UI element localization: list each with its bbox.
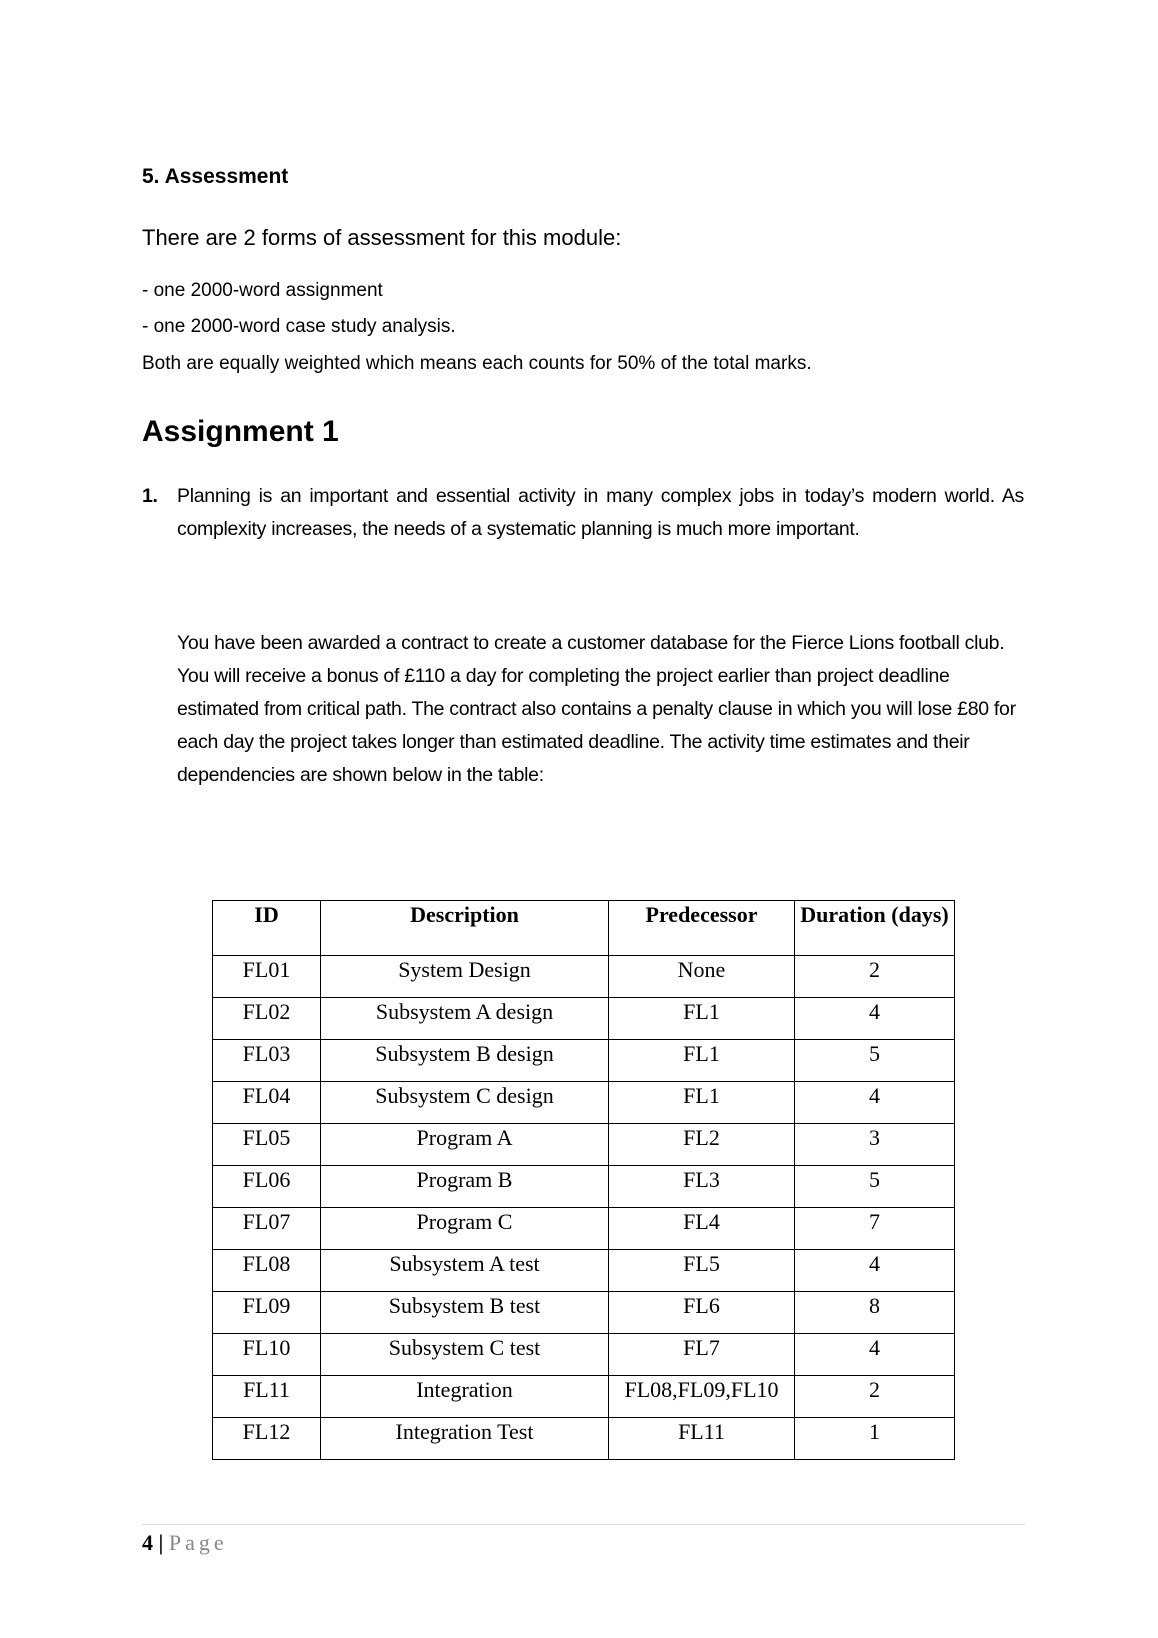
header-duration: Duration (days)	[795, 901, 955, 956]
cell-id: FL02	[213, 998, 321, 1040]
intro-text: There are 2 forms of assessment for this module:	[142, 225, 622, 250]
header-predecessor: Predecessor	[609, 901, 795, 956]
scenario-paragraph: You have been awarded a contract to create a customer database for the Fierce Lions football club. You will receive a bonus of £110 a day for completing the project earlier than project deadline estimated from critical path. The contract also contains a penalty clause in which you will lose £80 for each day the project takes longer than estimated deadline. The activity time estimates and their dependencies are shown below in the table:	[177, 632, 1016, 786]
table-row	[213, 1418, 955, 1460]
table-header-row	[213, 901, 955, 956]
cell-predecessor: FL7	[609, 1334, 795, 1376]
cell-id: FL04	[213, 1082, 321, 1124]
cell-id: FL08	[213, 1250, 321, 1292]
question-text: Planning is an important and essential activity in many complex jobs in today’s modern world. As complexity increases, the needs of a systematic planning is much more important.	[177, 485, 1024, 540]
table-row	[213, 1208, 955, 1250]
page-number: 4	[142, 1530, 153, 1555]
table-row	[213, 1292, 955, 1334]
cell-predecessor: FL1	[609, 1040, 795, 1082]
list-item: - one 2000-word assignment	[142, 280, 383, 301]
cell-duration: 4	[795, 998, 955, 1040]
cell-id: FL10	[213, 1334, 321, 1376]
header-description: Description	[321, 901, 609, 956]
cell-duration: 2	[795, 956, 955, 998]
table-row	[213, 1250, 955, 1292]
cell-description: Program B	[321, 1166, 609, 1208]
cell-duration: 4	[795, 1334, 955, 1376]
cell-duration: 5	[795, 1040, 955, 1082]
table-row	[213, 1124, 955, 1166]
list-item: - one 2000-word case study analysis.	[142, 316, 456, 337]
activity-table	[212, 900, 955, 1460]
table-row	[213, 1082, 955, 1124]
cell-predecessor: FL5	[609, 1250, 795, 1292]
page-footer	[142, 1530, 228, 1556]
cell-id: FL01	[213, 956, 321, 998]
cell-id: FL05	[213, 1124, 321, 1166]
weighting-text: Both are equally weighted which means each counts for 50% of the total marks.	[142, 353, 812, 374]
cell-description: Program A	[321, 1124, 609, 1166]
cell-predecessor: FL1	[609, 998, 795, 1040]
table-row	[213, 1376, 955, 1418]
cell-predecessor: None	[609, 956, 795, 998]
table-row	[213, 998, 955, 1040]
cell-id: FL03	[213, 1040, 321, 1082]
cell-id: FL11	[213, 1376, 321, 1418]
cell-predecessor: FL4	[609, 1208, 795, 1250]
cell-duration: 3	[795, 1124, 955, 1166]
table-row	[213, 1166, 955, 1208]
cell-id: FL06	[213, 1166, 321, 1208]
cell-id: FL07	[213, 1208, 321, 1250]
cell-duration: 7	[795, 1208, 955, 1250]
section-heading: 5. Assessment	[142, 165, 289, 188]
footer-divider	[142, 1524, 1025, 1525]
cell-predecessor: FL1	[609, 1082, 795, 1124]
cell-id: FL12	[213, 1418, 321, 1460]
table-row	[213, 1040, 955, 1082]
cell-description: Subsystem C design	[321, 1082, 609, 1124]
cell-duration: 4	[795, 1250, 955, 1292]
header-id: ID	[213, 901, 321, 956]
cell-predecessor: FL3	[609, 1166, 795, 1208]
cell-description: Subsystem B design	[321, 1040, 609, 1082]
cell-duration: 2	[795, 1376, 955, 1418]
cell-duration: 1	[795, 1418, 955, 1460]
cell-duration: 8	[795, 1292, 955, 1334]
cell-duration: 5	[795, 1166, 955, 1208]
question-number: 1.	[142, 485, 158, 507]
table-row	[213, 1334, 955, 1376]
footer-separator: |	[158, 1530, 164, 1555]
assignment-title: Assignment 1	[142, 415, 339, 448]
cell-description: System Design	[321, 956, 609, 998]
cell-description: Integration	[321, 1376, 609, 1418]
cell-description: Program C	[321, 1208, 609, 1250]
cell-id: FL09	[213, 1292, 321, 1334]
cell-description: Subsystem B test	[321, 1292, 609, 1334]
cell-duration: 4	[795, 1082, 955, 1124]
cell-predecessor: FL2	[609, 1124, 795, 1166]
cell-description: Integration Test	[321, 1418, 609, 1460]
cell-predecessor: FL11	[609, 1418, 795, 1460]
cell-predecessor: FL08,FL09,FL10	[609, 1376, 795, 1418]
table-row	[213, 956, 955, 998]
cell-description: Subsystem A test	[321, 1250, 609, 1292]
cell-predecessor: FL6	[609, 1292, 795, 1334]
page-label: Page	[168, 1530, 228, 1555]
question-1	[142, 480, 1024, 546]
cell-description: Subsystem A design	[321, 998, 609, 1040]
cell-description: Subsystem C test	[321, 1334, 609, 1376]
